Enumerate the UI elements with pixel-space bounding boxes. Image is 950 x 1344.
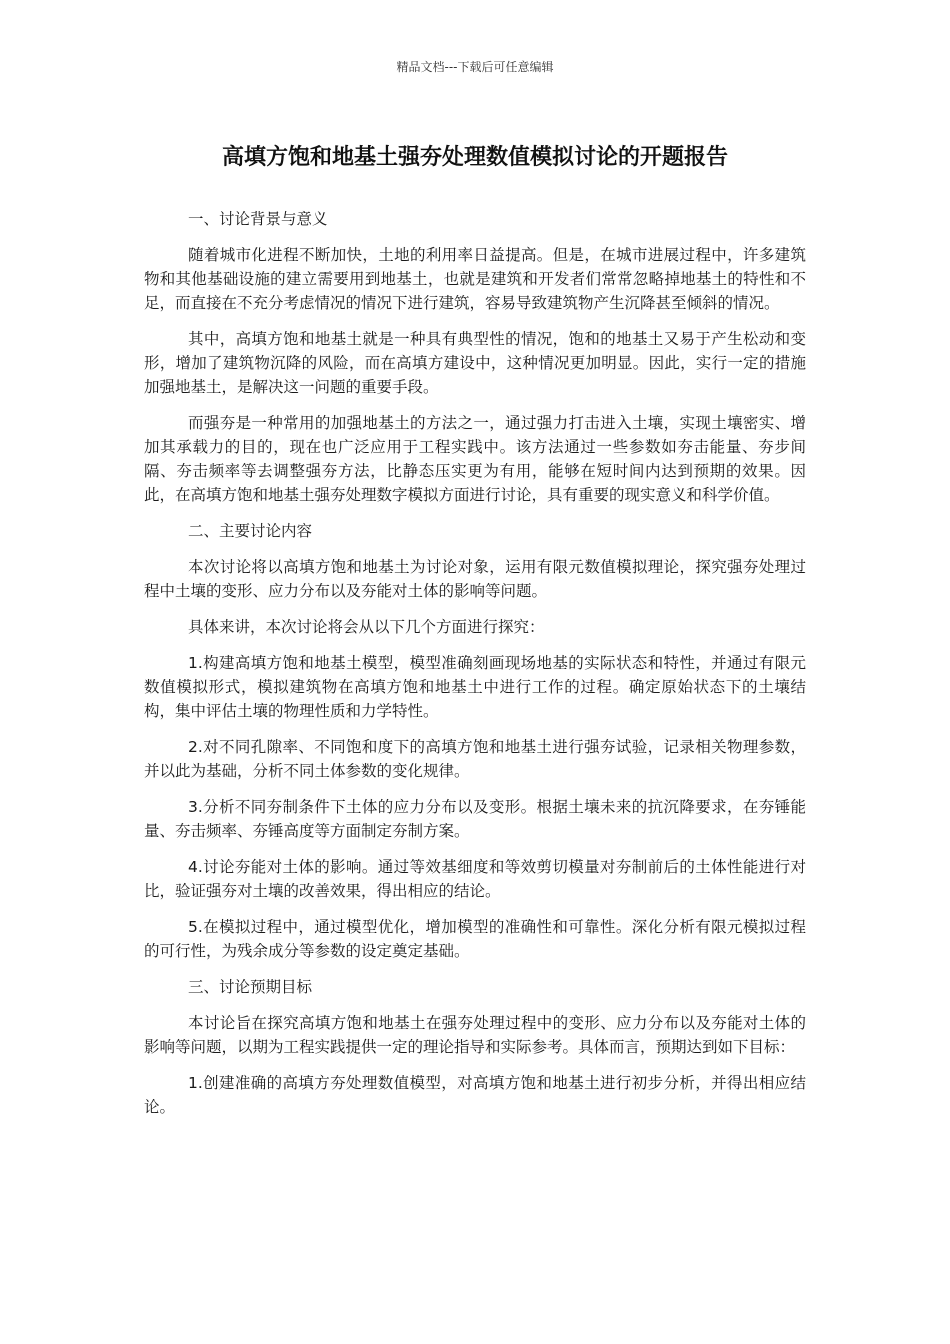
section-heading-main-content: 二、主要讨论内容: [188, 522, 313, 540]
list-item-paragraph: 4.讨论夯能对土体的影响。通过等效基细度和等效剪切模量对夯制前后的土体性能进行对比，验证强夯对土壤的改善效果，得出相应的结论。: [144, 858, 806, 900]
paragraph: 具体来讲，本次讨论将会从以下几个方面进行探究：: [188, 618, 545, 636]
paragraph: 而强夯是一种常用的加强地基土的方法之一，通过强力打击进入土壤，实现土壤密实、增加其承载力的目的，现在也广泛应用于工程实践中。该方法通过一些参数如夯击能量、夯步间隔、夯击频率等去调整强夯方法，比静态压实更为有用，能够在短时间内达到预期的效果。因此，在高填方饱和地基土强夯处理数字模拟方面进行讨论，具有重要的现实意义和科学价值。: [144, 414, 806, 504]
list-item-paragraph: 5.在模拟过程中，通过模型优化，增加模型的准确性和可靠性。深化分析有限元模拟过程的可行性，为残余成分等参数的设定奠定基础。: [144, 918, 806, 960]
list-item-paragraph: 1.构建高填方饱和地基土模型，模型准确刻画现场地基的实际状态和特性，并通过有限元数值模拟形式，模拟建筑物在高填方饱和地基土中进行工作的过程。确定原始状态下的土壤结构，集中评估土壤的物理性质和力学特性。: [144, 654, 806, 720]
header-note: 精品文档---下载后可任意编辑: [396, 60, 554, 74]
document-title: 高填方饱和地基土强夯处理数值模拟讨论的开题报告: [221, 145, 728, 170]
paragraph: 本讨论旨在探究高填方饱和地基土在强夯处理过程中的变形、应力分布以及夯能对土体的影响等问题，以期为工程实践提供一定的理论指导和实际参考。具体而言，预期达到如下目标：: [144, 1014, 806, 1056]
document-body: [144, 207, 806, 1131]
section-heading-background: 一、讨论背景与意义: [188, 210, 328, 228]
paragraph: 其中，高填方饱和地基土就是一种具有典型性的情况，饱和的地基土又易于产生松动和变形，增加了建筑物沉降的风险，而在高填方建设中，这种情况更加明显。因此，实行一定的措施加强地基土，是解决这一问题的重要手段。: [144, 330, 806, 396]
list-item-paragraph: 1.创建准确的高填方夯处理数值模型，对高填方饱和地基土进行初步分析，并得出相应结论。: [144, 1074, 806, 1116]
section-heading-expected-goals: 三、讨论预期目标: [188, 978, 313, 996]
paragraph: 随着城市化进程不断加快，土地的利用率日益提高。但是，在城市进展过程中，许多建筑物和其他基础设施的建立需要用到地基土，也就是建筑和开发者们常常忽略掉地基土的特性和不足，而直接在不充分考虑情况的情况下进行建筑，容易导致建筑物产生沉降甚至倾斜的情况。: [144, 246, 806, 312]
list-item-paragraph: 3.分析不同夯制条件下土体的应力分布以及变形。根据土壤未来的抗沉降要求，在夯锤能量、夯击频率、夯锤高度等方面制定夯制方案。: [144, 798, 806, 840]
list-item-paragraph: 2.对不同孔隙率、不同饱和度下的高填方饱和地基土进行强夯试验，记录相关物理参数，并以此为基础，分析不同土体参数的变化规律。: [144, 738, 806, 780]
paragraph: 本次讨论将以高填方饱和地基土为讨论对象，运用有限元数值模拟理论，探究强夯处理过程中土壤的变形、应力分布以及夯能对土体的影响等问题。: [144, 558, 806, 600]
